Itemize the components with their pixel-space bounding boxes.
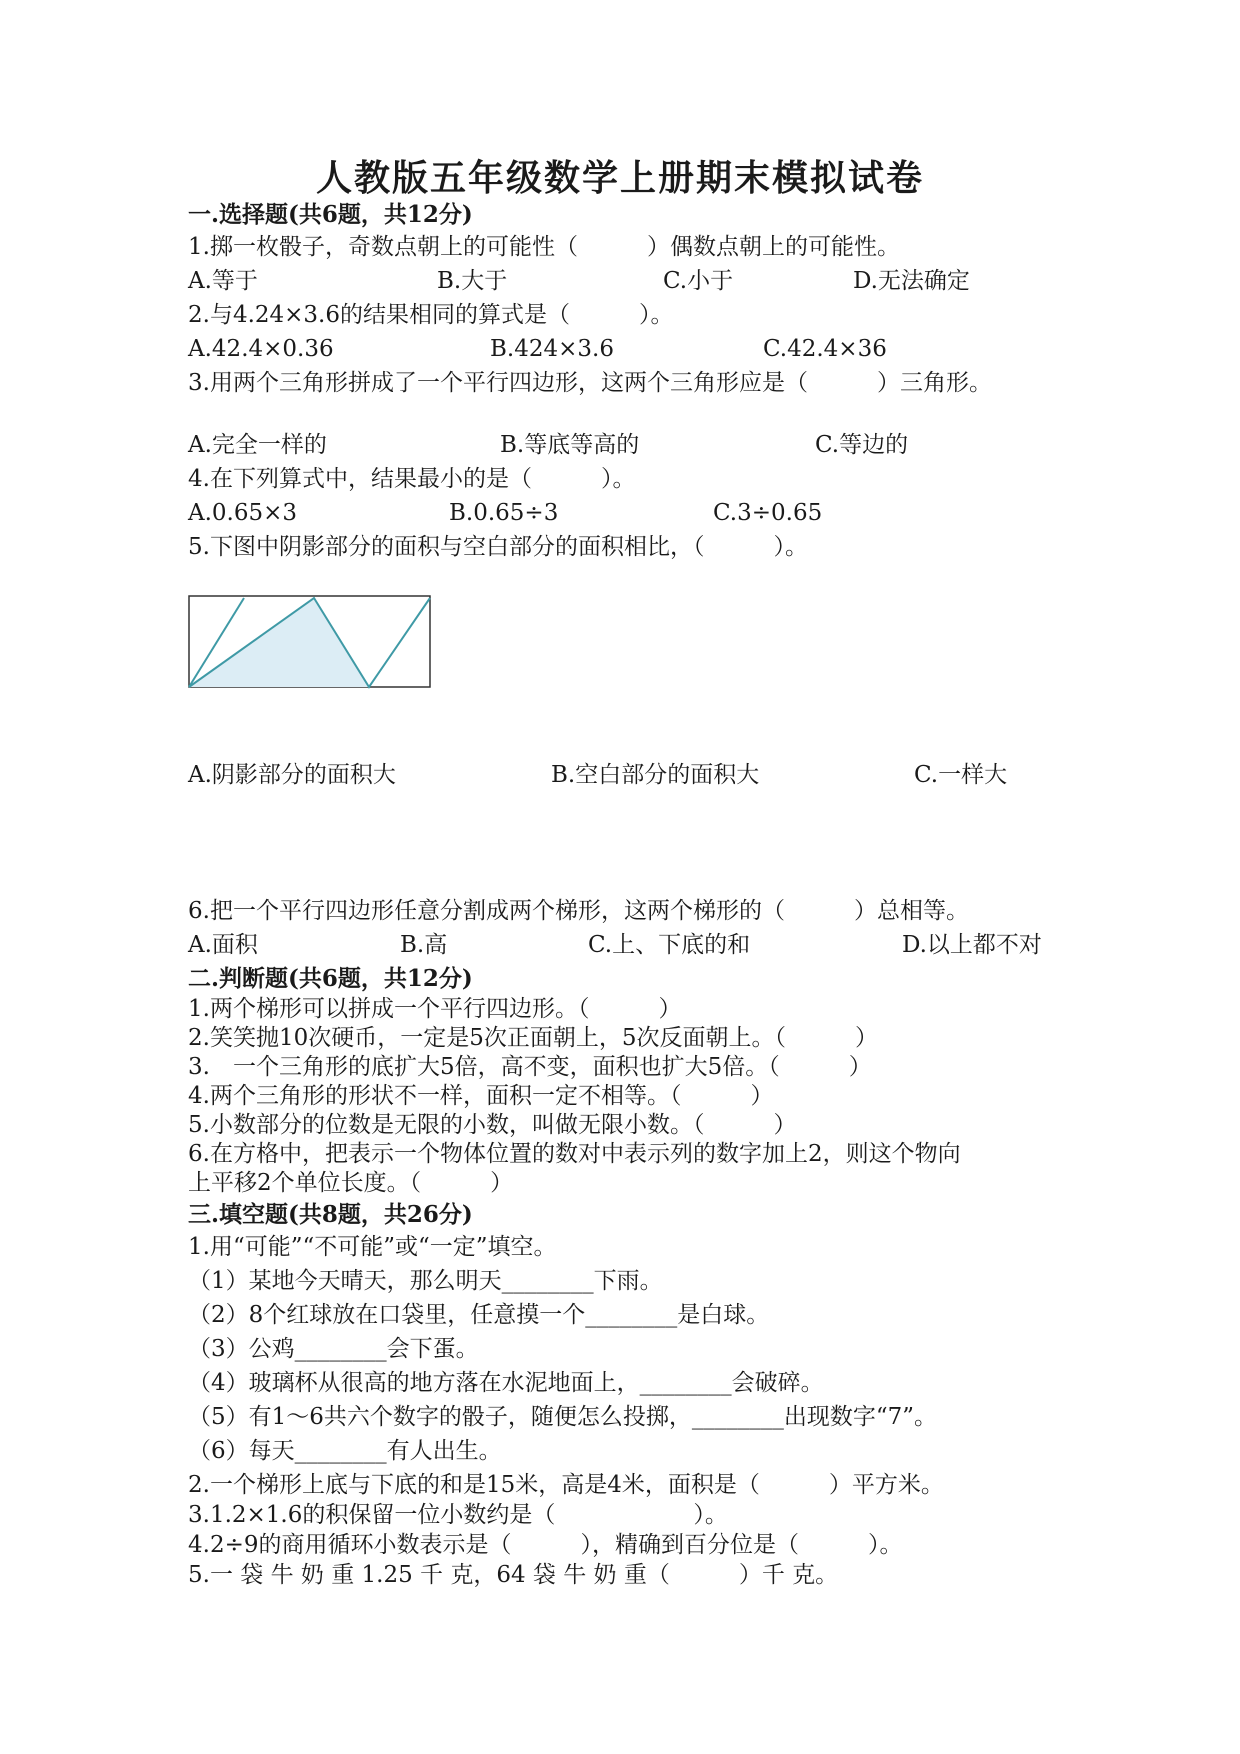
q3-1-sub-1: （1）某地今天晴天，那么明天________下雨。 — [188, 1268, 663, 1294]
q1-3-option-c: C.等边的 — [815, 432, 909, 458]
q1-3-option-b: B.等底等高的 — [500, 432, 640, 458]
q2-3-text: 3. 一个三角形的底扩大5倍，高不变，面积也扩大5倍。（ ） — [188, 1054, 872, 1080]
q3-5-text: 5.一 袋 牛 奶 重 1.25 千 克，64 袋 牛 奶 重（ ）千 克。 — [188, 1562, 839, 1588]
exam-title: 人教版五年级数学上册期末模拟试卷 — [315, 157, 924, 199]
q1-3-text: 3.用两个三角形拼成了一个平行四边形，这两个三角形应是（ ）三角形。 — [188, 370, 992, 396]
q1-4-option-a: A.0.65×3 — [188, 500, 298, 526]
q2-6-text: 6.在方格中，把表示一个物体位置的数对中表示列的数字加上2，则这个物向 — [188, 1141, 961, 1167]
q2-2-text: 2.笑笑抛10次硬币，一定是5次正面朝上，5次反面朝上。（ ） — [188, 1025, 878, 1051]
q1-1-option-b: B.大于 — [437, 268, 508, 294]
q1-5-option-c: C.一样大 — [914, 762, 1008, 788]
q1-2-option-a: A.42.4×0.36 — [188, 336, 334, 362]
q3-1-sub-6: （6）每天________有人出生。 — [188, 1438, 502, 1464]
q3-1-sub-3: （3）公鸡________会下蛋。 — [188, 1336, 479, 1362]
q1-4-text: 4.在下列算式中，结果最小的是（ ）。 — [188, 466, 636, 492]
q1-5-option-b: B.空白部分的面积大 — [551, 762, 760, 788]
q1-2-option-b: B.424×3.6 — [490, 336, 614, 362]
q3-3-text: 3.1.2×1.6的积保留一位小数约是（ ）。 — [188, 1502, 728, 1528]
section-3-heading: 三.填空题(共8题，共26分) — [188, 1201, 473, 1228]
shaded-rectangle-figure — [188, 595, 433, 690]
section-1-heading: 一.选择题(共6题，共12分) — [188, 201, 473, 228]
q1-6-option-d: D.以上都不对 — [902, 932, 1042, 958]
q3-1-sub-2: （2）8个红球放在口袋里，任意摸一个________是白球。 — [188, 1302, 770, 1328]
q1-6-option-b: B.高 — [400, 932, 448, 958]
q1-3-option-a: A.完全一样的 — [188, 432, 327, 458]
q1-4-option-b: B.0.65÷3 — [449, 500, 559, 526]
q1-5-text: 5.下图中阴影部分的面积与空白部分的面积相比，（ ）。 — [188, 534, 808, 560]
q2-1-text: 1.两个梯形可以拼成一个平行四边形。（ ） — [188, 996, 682, 1022]
q2-5-text: 5.小数部分的位数是无限的小数，叫做无限小数。（ ） — [188, 1112, 797, 1138]
q3-1-sub-4: （4）玻璃杯从很高的地方落在水泥地面上，________会破碎。 — [188, 1370, 824, 1396]
q3-1-sub-5: （5）有1～6共六个数字的骰子，随便怎么投掷，________出现数字“7”。 — [188, 1404, 938, 1430]
q1-1-option-d: D.无法确定 — [853, 268, 970, 294]
q1-6-text: 6.把一个平行四边形任意分割成两个梯形，这两个梯形的（ ）总相等。 — [188, 898, 969, 924]
q1-6-option-a: A.面积 — [188, 932, 258, 958]
q1-4-option-c: C.3÷0.65 — [713, 500, 823, 526]
q3-4-text: 4.2÷9的商用循环小数表示是（ ），精确到百分位是（ ）。 — [188, 1532, 903, 1558]
q1-2-text: 2.与4.24×3.6的结果相同的算式是（ ）。 — [188, 302, 674, 328]
q1-1-text: 1.掷一枚骰子，奇数点朝上的可能性（ ）偶数点朝上的可能性。 — [188, 234, 900, 260]
q3-1-text: 1.用“可能”“不可能”或“一定”填空。 — [188, 1234, 557, 1260]
q2-6-text-cont: 上平移2个单位长度。（ ） — [188, 1170, 514, 1196]
q3-2-text: 2.一个梯形上底与下底的和是15米，高是4米，面积是（ ）平方米。 — [188, 1472, 944, 1498]
q1-1-option-a: A.等于 — [188, 268, 258, 294]
section-2-heading: 二.判断题(共6题，共12分) — [188, 965, 473, 992]
q2-4-text: 4.两个三角形的形状不一样，面积一定不相等。（ ） — [188, 1083, 774, 1109]
q1-2-option-c: C.42.4×36 — [763, 336, 887, 362]
q1-6-option-c: C.上、下底的和 — [588, 932, 751, 958]
q1-1-option-c: C.小于 — [663, 268, 734, 294]
q1-5-option-a: A.阴影部分的面积大 — [188, 762, 396, 788]
